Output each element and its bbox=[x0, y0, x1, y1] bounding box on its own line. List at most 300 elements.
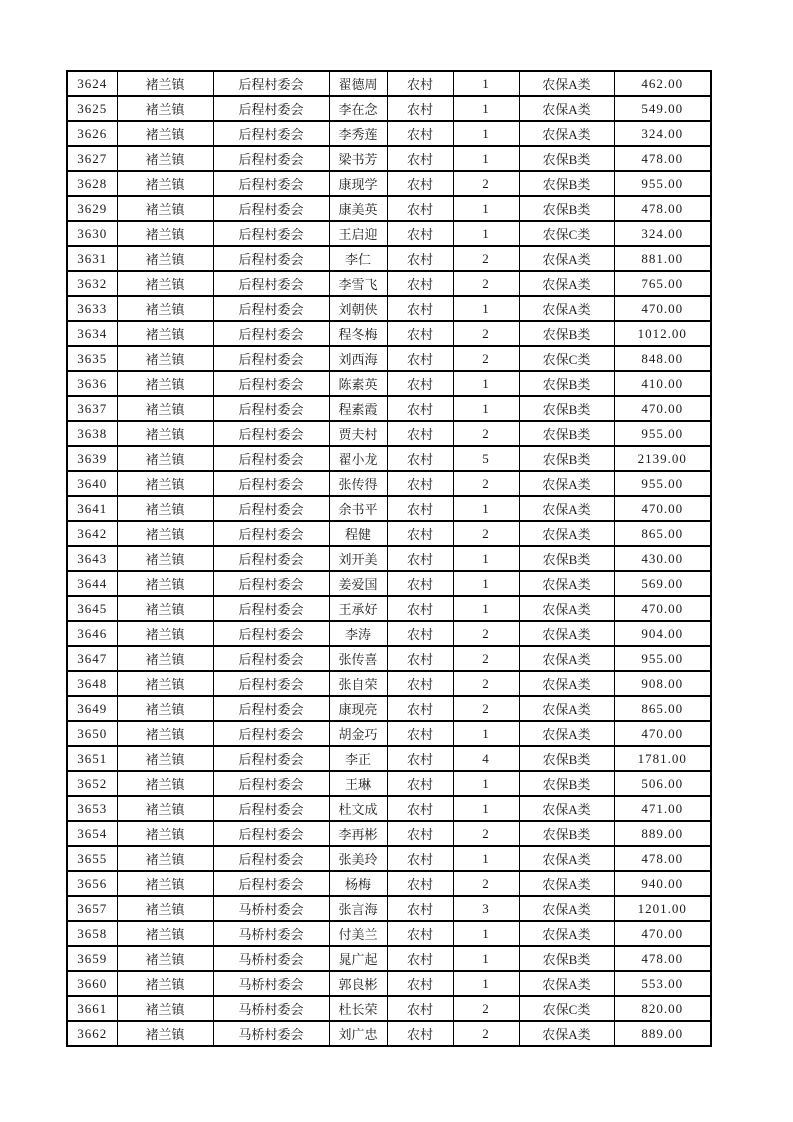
cell-seq: 3625 bbox=[67, 96, 117, 121]
table-row bbox=[67, 721, 711, 746]
table-row bbox=[67, 921, 711, 946]
cell-name: 李仁 bbox=[329, 246, 387, 271]
cell-town: 褚兰镇 bbox=[117, 296, 213, 321]
cell-village: 后程村委会 bbox=[213, 121, 329, 146]
cell-residence: 农村 bbox=[387, 471, 453, 496]
cell-count: 1 bbox=[453, 571, 519, 596]
cell-seq: 3650 bbox=[67, 721, 117, 746]
cell-name: 李秀莲 bbox=[329, 121, 387, 146]
cell-amount: 569.00 bbox=[614, 571, 711, 596]
cell-amount: 549.00 bbox=[614, 96, 711, 121]
cell-seq: 3627 bbox=[67, 146, 117, 171]
cell-count: 1 bbox=[453, 121, 519, 146]
table-row bbox=[67, 346, 711, 371]
cell-amount: 470.00 bbox=[614, 721, 711, 746]
cell-town: 褚兰镇 bbox=[117, 421, 213, 446]
cell-village: 后程村委会 bbox=[213, 446, 329, 471]
cell-village: 后程村委会 bbox=[213, 696, 329, 721]
cell-village: 后程村委会 bbox=[213, 871, 329, 896]
cell-category: 农保A类 bbox=[519, 246, 614, 271]
cell-village: 后程村委会 bbox=[213, 396, 329, 421]
cell-amount: 470.00 bbox=[614, 921, 711, 946]
cell-name: 张传得 bbox=[329, 471, 387, 496]
cell-seq: 3643 bbox=[67, 546, 117, 571]
cell-village: 后程村委会 bbox=[213, 546, 329, 571]
cell-category: 农保B类 bbox=[519, 546, 614, 571]
cell-seq: 3629 bbox=[67, 196, 117, 221]
cell-category: 农保A类 bbox=[519, 296, 614, 321]
cell-amount: 881.00 bbox=[614, 246, 711, 271]
cell-residence: 农村 bbox=[387, 96, 453, 121]
table-row bbox=[67, 596, 711, 621]
cell-town: 褚兰镇 bbox=[117, 121, 213, 146]
cell-category: 农保A类 bbox=[519, 796, 614, 821]
cell-count: 5 bbox=[453, 446, 519, 471]
cell-count: 1 bbox=[453, 146, 519, 171]
cell-seq: 3651 bbox=[67, 746, 117, 771]
cell-residence: 农村 bbox=[387, 196, 453, 221]
cell-seq: 3626 bbox=[67, 121, 117, 146]
cell-seq: 3658 bbox=[67, 921, 117, 946]
cell-name: 程冬梅 bbox=[329, 321, 387, 346]
cell-count: 1 bbox=[453, 196, 519, 221]
cell-seq: 3653 bbox=[67, 796, 117, 821]
cell-category: 农保A类 bbox=[519, 596, 614, 621]
cell-town: 褚兰镇 bbox=[117, 746, 213, 771]
cell-amount: 478.00 bbox=[614, 846, 711, 871]
cell-village: 后程村委会 bbox=[213, 521, 329, 546]
cell-seq: 3640 bbox=[67, 471, 117, 496]
cell-town: 褚兰镇 bbox=[117, 946, 213, 971]
cell-seq: 3631 bbox=[67, 246, 117, 271]
cell-residence: 农村 bbox=[387, 421, 453, 446]
cell-category: 农保C类 bbox=[519, 996, 614, 1021]
cell-name: 陈素英 bbox=[329, 371, 387, 396]
table-row bbox=[67, 871, 711, 896]
cell-seq: 3624 bbox=[67, 71, 117, 96]
cell-category: 农保A类 bbox=[519, 496, 614, 521]
cell-seq: 3636 bbox=[67, 371, 117, 396]
table-row bbox=[67, 621, 711, 646]
cell-town: 褚兰镇 bbox=[117, 146, 213, 171]
cell-town: 褚兰镇 bbox=[117, 971, 213, 996]
table-row bbox=[67, 646, 711, 671]
cell-residence: 农村 bbox=[387, 396, 453, 421]
cell-residence: 农村 bbox=[387, 346, 453, 371]
cell-name: 晁广起 bbox=[329, 946, 387, 971]
cell-village: 后程村委会 bbox=[213, 796, 329, 821]
cell-count: 1 bbox=[453, 846, 519, 871]
cell-name: 王琳 bbox=[329, 771, 387, 796]
cell-amount: 889.00 bbox=[614, 821, 711, 846]
cell-town: 褚兰镇 bbox=[117, 696, 213, 721]
cell-count: 2 bbox=[453, 821, 519, 846]
cell-amount: 470.00 bbox=[614, 596, 711, 621]
cell-town: 褚兰镇 bbox=[117, 596, 213, 621]
cell-residence: 农村 bbox=[387, 996, 453, 1021]
table-row bbox=[67, 196, 711, 221]
cell-category: 农保B类 bbox=[519, 821, 614, 846]
cell-seq: 3633 bbox=[67, 296, 117, 321]
cell-amount: 478.00 bbox=[614, 946, 711, 971]
cell-seq: 3660 bbox=[67, 971, 117, 996]
cell-category: 农保A类 bbox=[519, 646, 614, 671]
cell-name: 康现学 bbox=[329, 171, 387, 196]
cell-category: 农保A类 bbox=[519, 1021, 614, 1046]
cell-amount: 478.00 bbox=[614, 146, 711, 171]
cell-count: 1 bbox=[453, 971, 519, 996]
cell-count: 3 bbox=[453, 896, 519, 921]
cell-amount: 462.00 bbox=[614, 71, 711, 96]
cell-count: 1 bbox=[453, 771, 519, 796]
cell-residence: 农村 bbox=[387, 571, 453, 596]
cell-name: 梁书芳 bbox=[329, 146, 387, 171]
cell-town: 褚兰镇 bbox=[117, 471, 213, 496]
cell-village: 后程村委会 bbox=[213, 821, 329, 846]
cell-town: 褚兰镇 bbox=[117, 271, 213, 296]
cell-count: 2 bbox=[453, 246, 519, 271]
cell-count: 2 bbox=[453, 671, 519, 696]
cell-town: 褚兰镇 bbox=[117, 996, 213, 1021]
pension-roster-table bbox=[66, 70, 712, 1047]
cell-residence: 农村 bbox=[387, 646, 453, 671]
cell-residence: 农村 bbox=[387, 696, 453, 721]
cell-amount: 430.00 bbox=[614, 546, 711, 571]
cell-residence: 农村 bbox=[387, 771, 453, 796]
cell-seq: 3659 bbox=[67, 946, 117, 971]
cell-amount: 471.00 bbox=[614, 796, 711, 821]
table-row bbox=[67, 396, 711, 421]
cell-town: 褚兰镇 bbox=[117, 896, 213, 921]
cell-village: 马桥村委会 bbox=[213, 1021, 329, 1046]
cell-name: 杨梅 bbox=[329, 871, 387, 896]
cell-seq: 3646 bbox=[67, 621, 117, 646]
cell-name: 张美玲 bbox=[329, 846, 387, 871]
cell-seq: 3644 bbox=[67, 571, 117, 596]
cell-category: 农保B类 bbox=[519, 321, 614, 346]
table-row bbox=[67, 746, 711, 771]
cell-village: 后程村委会 bbox=[213, 621, 329, 646]
cell-seq: 3655 bbox=[67, 846, 117, 871]
cell-village: 马桥村委会 bbox=[213, 921, 329, 946]
table-row bbox=[67, 471, 711, 496]
cell-amount: 955.00 bbox=[614, 471, 711, 496]
cell-amount: 955.00 bbox=[614, 646, 711, 671]
cell-category: 农保A类 bbox=[519, 696, 614, 721]
cell-residence: 农村 bbox=[387, 596, 453, 621]
cell-seq: 3639 bbox=[67, 446, 117, 471]
cell-seq: 3652 bbox=[67, 771, 117, 796]
table-row bbox=[67, 696, 711, 721]
cell-name: 胡金巧 bbox=[329, 721, 387, 746]
cell-amount: 470.00 bbox=[614, 496, 711, 521]
table-row bbox=[67, 246, 711, 271]
cell-count: 2 bbox=[453, 321, 519, 346]
cell-residence: 农村 bbox=[387, 546, 453, 571]
cell-village: 后程村委会 bbox=[213, 471, 329, 496]
cell-name: 刘广忠 bbox=[329, 1021, 387, 1046]
cell-seq: 3635 bbox=[67, 346, 117, 371]
table-row bbox=[67, 896, 711, 921]
cell-residence: 农村 bbox=[387, 871, 453, 896]
cell-seq: 3654 bbox=[67, 821, 117, 846]
cell-category: 农保A类 bbox=[519, 871, 614, 896]
cell-name: 程健 bbox=[329, 521, 387, 546]
cell-town: 褚兰镇 bbox=[117, 521, 213, 546]
cell-town: 褚兰镇 bbox=[117, 846, 213, 871]
cell-count: 1 bbox=[453, 296, 519, 321]
cell-category: 农保A类 bbox=[519, 671, 614, 696]
cell-seq: 3632 bbox=[67, 271, 117, 296]
cell-count: 1 bbox=[453, 96, 519, 121]
cell-seq: 3630 bbox=[67, 221, 117, 246]
cell-village: 后程村委会 bbox=[213, 846, 329, 871]
cell-category: 农保B类 bbox=[519, 371, 614, 396]
cell-count: 2 bbox=[453, 171, 519, 196]
cell-town: 褚兰镇 bbox=[117, 621, 213, 646]
cell-category: 农保B类 bbox=[519, 196, 614, 221]
cell-town: 褚兰镇 bbox=[117, 371, 213, 396]
cell-village: 后程村委会 bbox=[213, 771, 329, 796]
cell-name: 李在念 bbox=[329, 96, 387, 121]
cell-village: 后程村委会 bbox=[213, 196, 329, 221]
cell-category: 农保A类 bbox=[519, 271, 614, 296]
cell-category: 农保B类 bbox=[519, 746, 614, 771]
cell-amount: 1781.00 bbox=[614, 746, 711, 771]
cell-amount: 470.00 bbox=[614, 396, 711, 421]
cell-residence: 农村 bbox=[387, 796, 453, 821]
cell-name: 李正 bbox=[329, 746, 387, 771]
cell-amount: 765.00 bbox=[614, 271, 711, 296]
cell-category: 农保B类 bbox=[519, 946, 614, 971]
cell-category: 农保A类 bbox=[519, 71, 614, 96]
cell-town: 褚兰镇 bbox=[117, 871, 213, 896]
cell-residence: 农村 bbox=[387, 146, 453, 171]
cell-category: 农保B类 bbox=[519, 446, 614, 471]
cell-count: 1 bbox=[453, 496, 519, 521]
cell-name: 郭良彬 bbox=[329, 971, 387, 996]
cell-town: 褚兰镇 bbox=[117, 96, 213, 121]
cell-residence: 农村 bbox=[387, 921, 453, 946]
table-row bbox=[67, 321, 711, 346]
cell-village: 后程村委会 bbox=[213, 371, 329, 396]
cell-category: 农保B类 bbox=[519, 146, 614, 171]
cell-town: 褚兰镇 bbox=[117, 921, 213, 946]
cell-seq: 3656 bbox=[67, 871, 117, 896]
cell-count: 4 bbox=[453, 746, 519, 771]
cell-town: 褚兰镇 bbox=[117, 1021, 213, 1046]
cell-amount: 478.00 bbox=[614, 196, 711, 221]
cell-town: 褚兰镇 bbox=[117, 446, 213, 471]
cell-category: 农保A类 bbox=[519, 971, 614, 996]
cell-village: 后程村委会 bbox=[213, 346, 329, 371]
cell-count: 2 bbox=[453, 421, 519, 446]
cell-count: 1 bbox=[453, 221, 519, 246]
cell-residence: 农村 bbox=[387, 271, 453, 296]
cell-category: 农保C类 bbox=[519, 346, 614, 371]
cell-name: 康美英 bbox=[329, 196, 387, 221]
cell-village: 后程村委会 bbox=[213, 646, 329, 671]
cell-village: 马桥村委会 bbox=[213, 946, 329, 971]
cell-category: 农保B类 bbox=[519, 171, 614, 196]
cell-category: 农保C类 bbox=[519, 221, 614, 246]
cell-amount: 889.00 bbox=[614, 1021, 711, 1046]
cell-name: 李再彬 bbox=[329, 821, 387, 846]
cell-category: 农保B类 bbox=[519, 396, 614, 421]
table-row bbox=[67, 271, 711, 296]
cell-town: 褚兰镇 bbox=[117, 721, 213, 746]
cell-residence: 农村 bbox=[387, 746, 453, 771]
cell-amount: 410.00 bbox=[614, 371, 711, 396]
cell-town: 褚兰镇 bbox=[117, 496, 213, 521]
cell-count: 2 bbox=[453, 696, 519, 721]
cell-town: 褚兰镇 bbox=[117, 221, 213, 246]
cell-category: 农保B类 bbox=[519, 771, 614, 796]
cell-village: 后程村委会 bbox=[213, 571, 329, 596]
cell-residence: 农村 bbox=[387, 71, 453, 96]
cell-residence: 农村 bbox=[387, 621, 453, 646]
cell-amount: 865.00 bbox=[614, 521, 711, 546]
cell-village: 后程村委会 bbox=[213, 746, 329, 771]
cell-amount: 324.00 bbox=[614, 221, 711, 246]
cell-seq: 3649 bbox=[67, 696, 117, 721]
cell-name: 张言海 bbox=[329, 896, 387, 921]
cell-name: 李雪飞 bbox=[329, 271, 387, 296]
cell-residence: 农村 bbox=[387, 371, 453, 396]
cell-village: 马桥村委会 bbox=[213, 971, 329, 996]
cell-amount: 848.00 bbox=[614, 346, 711, 371]
cell-residence: 农村 bbox=[387, 121, 453, 146]
table-row bbox=[67, 571, 711, 596]
cell-amount: 1012.00 bbox=[614, 321, 711, 346]
cell-count: 1 bbox=[453, 596, 519, 621]
cell-residence: 农村 bbox=[387, 446, 453, 471]
cell-name: 康现亮 bbox=[329, 696, 387, 721]
table-row bbox=[67, 146, 711, 171]
cell-name: 张自荣 bbox=[329, 671, 387, 696]
cell-name: 李涛 bbox=[329, 621, 387, 646]
cell-name: 杜文成 bbox=[329, 796, 387, 821]
table-row bbox=[67, 421, 711, 446]
table-row bbox=[67, 846, 711, 871]
cell-amount: 820.00 bbox=[614, 996, 711, 1021]
cell-seq: 3661 bbox=[67, 996, 117, 1021]
cell-count: 1 bbox=[453, 396, 519, 421]
cell-town: 褚兰镇 bbox=[117, 671, 213, 696]
cell-count: 1 bbox=[453, 721, 519, 746]
cell-town: 褚兰镇 bbox=[117, 646, 213, 671]
cell-seq: 3657 bbox=[67, 896, 117, 921]
cell-name: 翟小龙 bbox=[329, 446, 387, 471]
cell-residence: 农村 bbox=[387, 321, 453, 346]
cell-village: 后程村委会 bbox=[213, 71, 329, 96]
cell-amount: 324.00 bbox=[614, 121, 711, 146]
cell-residence: 农村 bbox=[387, 671, 453, 696]
cell-category: 农保A类 bbox=[519, 621, 614, 646]
cell-count: 2 bbox=[453, 1021, 519, 1046]
cell-name: 贾夫村 bbox=[329, 421, 387, 446]
cell-seq: 3638 bbox=[67, 421, 117, 446]
cell-count: 1 bbox=[453, 546, 519, 571]
cell-residence: 农村 bbox=[387, 946, 453, 971]
cell-amount: 908.00 bbox=[614, 671, 711, 696]
cell-village: 后程村委会 bbox=[213, 321, 329, 346]
table-row bbox=[67, 946, 711, 971]
cell-seq: 3641 bbox=[67, 496, 117, 521]
table-row bbox=[67, 996, 711, 1021]
cell-category: 农保A类 bbox=[519, 96, 614, 121]
cell-count: 2 bbox=[453, 346, 519, 371]
cell-seq: 3628 bbox=[67, 171, 117, 196]
cell-category: 农保A类 bbox=[519, 896, 614, 921]
cell-amount: 470.00 bbox=[614, 296, 711, 321]
cell-category: 农保A类 bbox=[519, 121, 614, 146]
cell-count: 2 bbox=[453, 646, 519, 671]
cell-name: 王启迎 bbox=[329, 221, 387, 246]
cell-residence: 农村 bbox=[387, 721, 453, 746]
cell-residence: 农村 bbox=[387, 821, 453, 846]
cell-amount: 955.00 bbox=[614, 171, 711, 196]
cell-town: 褚兰镇 bbox=[117, 771, 213, 796]
cell-name: 张传喜 bbox=[329, 646, 387, 671]
cell-village: 后程村委会 bbox=[213, 721, 329, 746]
cell-name: 翟德周 bbox=[329, 71, 387, 96]
cell-residence: 农村 bbox=[387, 521, 453, 546]
cell-category: 农保B类 bbox=[519, 421, 614, 446]
cell-town: 褚兰镇 bbox=[117, 71, 213, 96]
table-row bbox=[67, 371, 711, 396]
table-row bbox=[67, 1021, 711, 1046]
cell-village: 后程村委会 bbox=[213, 421, 329, 446]
table-row bbox=[67, 221, 711, 246]
table-row bbox=[67, 771, 711, 796]
cell-amount: 955.00 bbox=[614, 421, 711, 446]
cell-village: 马桥村委会 bbox=[213, 996, 329, 1021]
cell-count: 1 bbox=[453, 371, 519, 396]
cell-seq: 3647 bbox=[67, 646, 117, 671]
cell-village: 后程村委会 bbox=[213, 596, 329, 621]
cell-seq: 3645 bbox=[67, 596, 117, 621]
cell-residence: 农村 bbox=[387, 1021, 453, 1046]
cell-residence: 农村 bbox=[387, 171, 453, 196]
cell-name: 姜爱国 bbox=[329, 571, 387, 596]
cell-town: 褚兰镇 bbox=[117, 571, 213, 596]
cell-town: 褚兰镇 bbox=[117, 396, 213, 421]
cell-village: 后程村委会 bbox=[213, 146, 329, 171]
cell-village: 后程村委会 bbox=[213, 671, 329, 696]
cell-name: 刘西海 bbox=[329, 346, 387, 371]
cell-amount: 940.00 bbox=[614, 871, 711, 896]
cell-residence: 农村 bbox=[387, 296, 453, 321]
cell-town: 褚兰镇 bbox=[117, 546, 213, 571]
cell-town: 褚兰镇 bbox=[117, 246, 213, 271]
cell-residence: 农村 bbox=[387, 896, 453, 921]
cell-village: 后程村委会 bbox=[213, 171, 329, 196]
cell-category: 农保A类 bbox=[519, 571, 614, 596]
cell-count: 2 bbox=[453, 996, 519, 1021]
cell-village: 后程村委会 bbox=[213, 271, 329, 296]
table-row bbox=[67, 796, 711, 821]
cell-town: 褚兰镇 bbox=[117, 196, 213, 221]
cell-count: 2 bbox=[453, 471, 519, 496]
cell-name: 付美兰 bbox=[329, 921, 387, 946]
cell-town: 褚兰镇 bbox=[117, 346, 213, 371]
cell-name: 刘朝侠 bbox=[329, 296, 387, 321]
cell-name: 余书平 bbox=[329, 496, 387, 521]
table-row bbox=[67, 821, 711, 846]
cell-town: 褚兰镇 bbox=[117, 321, 213, 346]
cell-town: 褚兰镇 bbox=[117, 821, 213, 846]
